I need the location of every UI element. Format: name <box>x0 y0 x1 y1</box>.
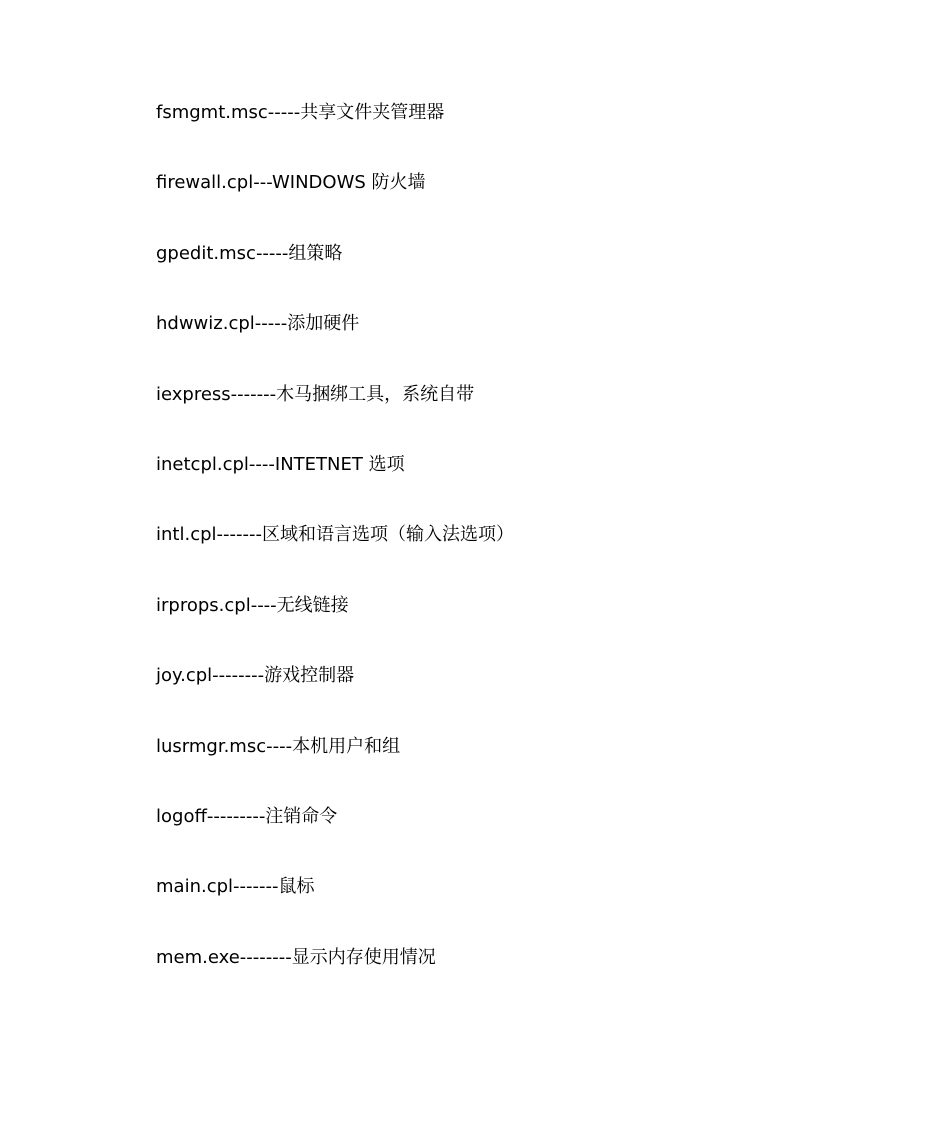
command-line-iexpress: iexpress-------木马捆绑工具，系统自带 <box>156 383 475 405</box>
command-line-intl: intl.cpl-------区域和语言选项（输入法选项） <box>156 524 514 546</box>
command-line-inetcpl: inetcpl.cpl----INTETNET 选项 <box>156 453 405 475</box>
command-list <box>156 98 856 1013</box>
command-line-gpedit: gpedit.msc-----组策略 <box>156 242 343 264</box>
command-line-mem: mem.exe--------显示内存使用情况 <box>156 946 436 968</box>
command-line-fsmgmt: fsmgmt.msc-----共享文件夹管理器 <box>156 102 445 123</box>
command-line-hdwwiz: hdwwiz.cpl-----添加硬件 <box>156 313 360 335</box>
command-line-joy: joy.cpl--------游戏控制器 <box>156 665 355 687</box>
command-line-lusrmgr: lusrmgr.msc----本机用户和组 <box>156 735 401 757</box>
command-line-firewall: firewall.cpl---WINDOWS 防火墙 <box>156 172 426 194</box>
command-line-main: main.cpl-------鼠标 <box>156 876 315 898</box>
command-line-irprops: irprops.cpl----无线链接 <box>156 594 349 616</box>
command-line-logoff: logoff---------注销命令 <box>156 805 338 827</box>
